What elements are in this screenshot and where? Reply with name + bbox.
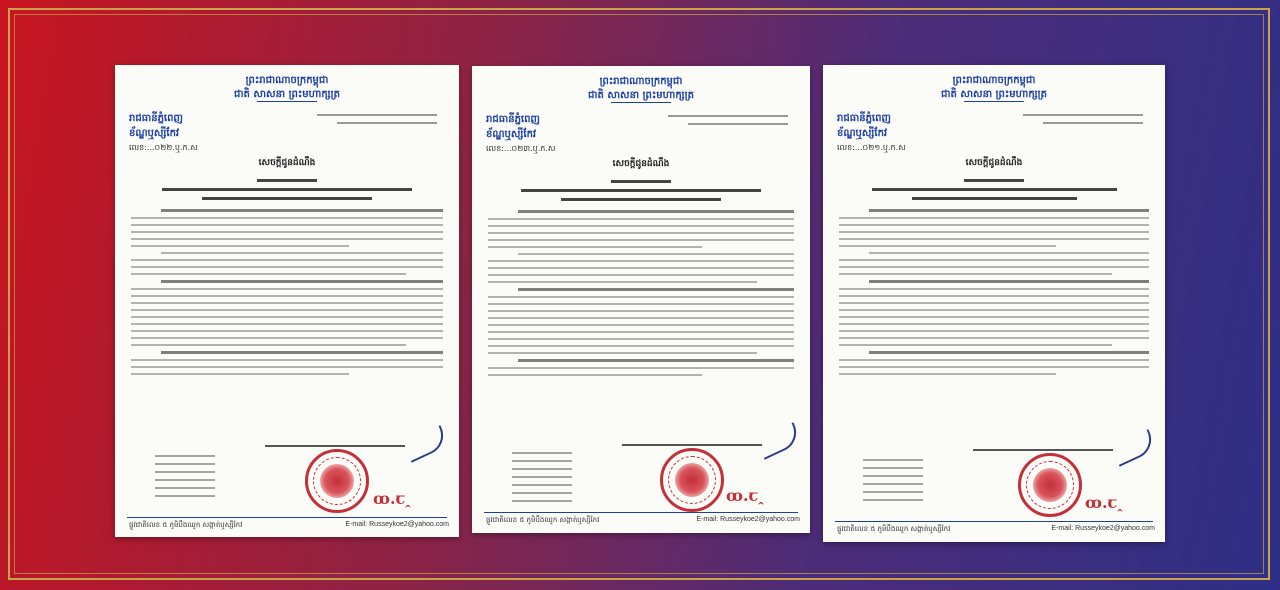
footer-address: ផ្លូវជាតិលេខ ៥ ភូមិបឹងឈូក សង្កាត់ឬស្សីកែវ <box>486 516 600 524</box>
motto-header: ជាតិ សាសនា ព្រះមហាក្សត្រ <box>588 90 694 101</box>
motto-header: ជាតិ សាសនា ព្រះមហាក្សត្រ <box>234 89 340 100</box>
handwritten-signature <box>755 422 802 460</box>
footer <box>486 516 800 526</box>
document-body <box>839 209 1149 380</box>
signature-title-line <box>973 449 1113 451</box>
date-block <box>668 112 788 125</box>
reference-number: លេខ:...០២៣.ឬ.ក.ស <box>486 144 556 153</box>
official-seal <box>305 449 369 513</box>
header-ornament <box>611 102 671 109</box>
org-name-district: ខ័ណ្ឌឬស្សីកែវ <box>129 128 180 139</box>
footer-rule <box>484 512 798 513</box>
motto-header: ជាតិ សាសនា ព្រះមហាក្សត្រ <box>941 89 1047 100</box>
official-seal <box>1018 453 1082 517</box>
kingdom-header: ព្រះរាជាណាចក្រកម្ពុជា <box>245 75 329 86</box>
kingdom-header: ព្រះរាជាណាចក្រកម្ពុជា <box>952 75 1036 86</box>
cc-list <box>863 459 923 507</box>
footer <box>129 521 449 531</box>
footer-email: E-mail: Russeykoe2@yahoo.com <box>1051 525 1155 532</box>
document-body <box>488 210 794 381</box>
handwritten-signature <box>402 425 449 463</box>
kingdom-header: ព្រះរាជាណាចក្រកម្ពុជា <box>599 76 683 87</box>
document-title: សេចក្ដីជូនដំណឹង <box>612 159 670 169</box>
signature-title-line <box>265 445 405 447</box>
header-ornament <box>964 101 1024 108</box>
signature-mark: ꝏ.ꞇꞈ <box>726 486 764 505</box>
footer-email: E-mail: Russeykoe2@yahoo.com <box>696 516 800 523</box>
document-title: សេចក្ដីជូនដំណឹង <box>258 158 316 168</box>
document-body <box>131 209 443 380</box>
org-name-district: ខ័ណ្ឌឬស្សីកែវ <box>486 129 537 140</box>
date-block <box>317 111 437 124</box>
notice-document-1 <box>115 65 459 537</box>
signature-mark: ꝏ.ꞇꞈ <box>1085 493 1123 512</box>
notice-document-2 <box>472 66 810 533</box>
document-topic <box>145 179 429 200</box>
reference-number: លេខ:...០២១.ឬ.ក.ស <box>837 143 906 152</box>
org-name-city: រាជធានីភ្នំពេញ <box>486 114 540 125</box>
header-ornament <box>257 101 317 108</box>
footer-address: ផ្លូវជាតិលេខ ៥ ភូមិបឹងឈូក សង្កាត់ឬស្សីកែវ <box>837 525 951 533</box>
footer <box>837 525 1155 535</box>
date-block <box>1023 111 1143 124</box>
footer-address: ផ្លូវជាតិលេខ ៥ ភូមិបឹងឈូក សង្កាត់ឬស្សីកែវ <box>129 521 243 529</box>
signature-mark: ꝏ.ꞇꞈ <box>373 489 411 508</box>
org-name-city: រាជធានីភ្នំពេញ <box>129 113 183 124</box>
footer-rule <box>835 521 1153 522</box>
reference-number: លេខ:...០២២.ឬ.ក.ស <box>129 143 198 152</box>
document-title: សេចក្ដីជូនដំណឹង <box>965 158 1023 168</box>
cc-list <box>512 452 572 508</box>
notice-document-3 <box>823 65 1165 542</box>
official-seal <box>660 448 724 512</box>
org-name-district: ខ័ណ្ឌឬស្សីកែវ <box>837 128 888 139</box>
document-topic <box>502 180 780 201</box>
footer-rule <box>127 517 447 518</box>
cc-list <box>155 455 215 503</box>
handwritten-signature <box>1110 429 1157 467</box>
signature-title-line <box>622 444 762 446</box>
org-name-city: រាជធានីភ្នំពេញ <box>837 113 891 124</box>
document-topic <box>853 179 1135 200</box>
footer-email: E-mail: Russeykoe2@yahoo.com <box>345 521 449 528</box>
